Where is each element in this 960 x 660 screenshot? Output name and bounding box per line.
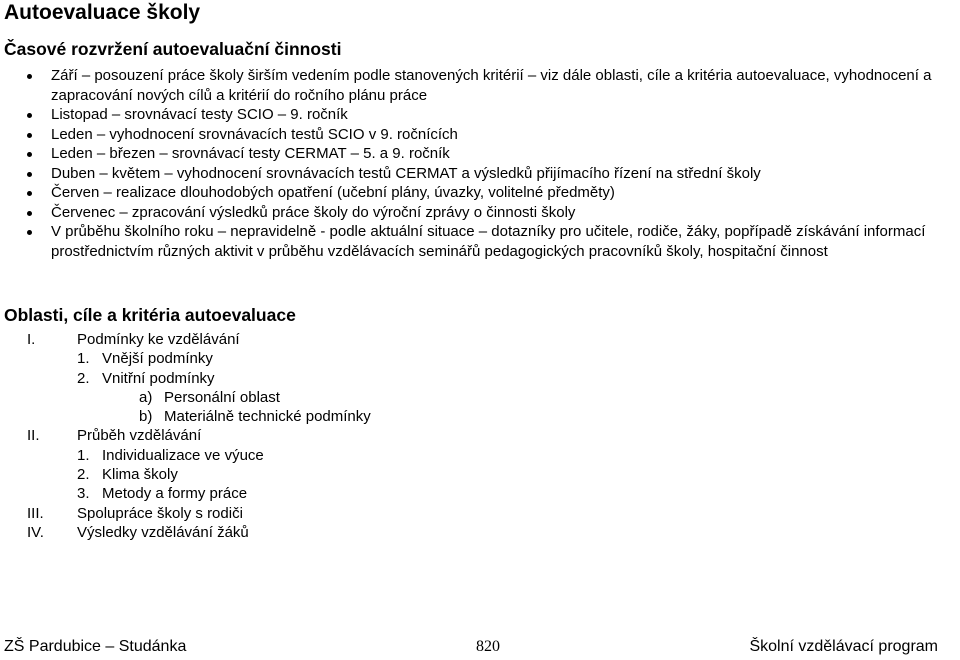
list-item bbox=[0, 105, 960, 125]
list-item-text: Červenec – zpracování výsledků práce školy do výroční zprávy o činnosti školy bbox=[51, 203, 576, 221]
bullet-icon bbox=[27, 133, 32, 138]
list-item bbox=[0, 66, 960, 105]
list-item-text: Září – posouzení práce školy širším vedením podle stanovených kritérií – viz dále oblasti, cíle a kritéria autoevaluace, vyhodnocení a zapracování nových cílů a kritérií do ročního plánu práce bbox=[51, 67, 932, 104]
page-footer bbox=[0, 638, 960, 660]
bullet-icon bbox=[27, 211, 32, 216]
outline-text: Klima školy bbox=[102, 466, 178, 484]
outline-text: Podmínky ke vzdělávání bbox=[77, 331, 240, 348]
footer-program-name: Školní vzdělávací program bbox=[749, 638, 938, 655]
outline-number: b) bbox=[139, 408, 153, 426]
bullet-icon bbox=[27, 191, 32, 196]
list-item-text: Listopad – srovnávací testy SCIO – 9. ročník bbox=[51, 106, 348, 123]
bullet-icon bbox=[27, 172, 32, 177]
list-item bbox=[0, 183, 960, 203]
outline-number: II. bbox=[27, 427, 40, 445]
outline-number: I. bbox=[27, 331, 36, 348]
outline-number: 1. bbox=[77, 446, 90, 464]
outline-number: a) bbox=[139, 388, 153, 406]
section-heading-areas: Oblasti, cíle a kritéria autoevaluace bbox=[4, 305, 296, 325]
outline-number: III. bbox=[27, 504, 44, 522]
outline-text: Materiálně technické podmínky bbox=[164, 408, 371, 426]
page-number: 820 bbox=[476, 638, 500, 655]
bullet-icon bbox=[27, 152, 32, 157]
outline-number: IV. bbox=[27, 523, 44, 541]
list-item-text: Leden – vyhodnocení srovnávacích testů SCIO v 9. ročnících bbox=[51, 125, 458, 143]
outline-number: 2. bbox=[77, 369, 90, 387]
page-title: Autoevaluace školy bbox=[4, 1, 201, 24]
list-item-text: V průběhu školního roku – nepravidelně - podle aktuální situace – dotazníky pro učitele, rodiče, žáky, popřípadě získávání informací prostřednictvím různých aktivit v průběhu vzdělávacích seminářů pedagogických pracovníků školy, hospitační činnost bbox=[51, 223, 926, 260]
outline-number: 2. bbox=[77, 466, 90, 484]
outline-text: Výsledky vzdělávání žáků bbox=[77, 523, 249, 541]
bullet-icon bbox=[27, 74, 32, 79]
list-item bbox=[0, 125, 960, 145]
list-item bbox=[0, 144, 960, 164]
outline-number: 3. bbox=[77, 485, 90, 503]
outline-text: Průběh vzdělávání bbox=[77, 427, 202, 445]
outline-text: Spolupráce školy s rodiči bbox=[77, 504, 243, 522]
outline-number: 1. bbox=[77, 350, 90, 368]
footer-school-name: ZŠ Pardubice – Studánka bbox=[4, 638, 187, 655]
outline-text: Individualizace ve výuce bbox=[102, 446, 264, 464]
outline-text: Personální oblast bbox=[164, 388, 280, 406]
list-item bbox=[0, 222, 960, 261]
list-item-text: Leden – březen – srovnávací testy CERMAT – 5. a 9. ročník bbox=[51, 145, 450, 162]
list-item-text: Červen – realizace dlouhodobých opatření (učební plány, úvazky, volitelné předměty) bbox=[51, 184, 615, 201]
outline-text: Metody a formy práce bbox=[102, 485, 248, 503]
bullet-icon bbox=[27, 230, 32, 235]
timeline-list bbox=[0, 66, 960, 261]
outline-text: Vnitřní podmínky bbox=[102, 369, 215, 387]
list-item bbox=[0, 203, 960, 223]
bullet-icon bbox=[27, 113, 32, 118]
section-heading-timeline: Časové rozvržení autoevaluační činnosti bbox=[4, 39, 342, 59]
outline-text: Vnější podmínky bbox=[102, 350, 213, 368]
list-item bbox=[0, 164, 960, 184]
list-item-text: Duben – květem – vyhodnocení srovnávacích testů CERMAT a výsledků přijímacího řízení na střední školy bbox=[51, 164, 761, 182]
